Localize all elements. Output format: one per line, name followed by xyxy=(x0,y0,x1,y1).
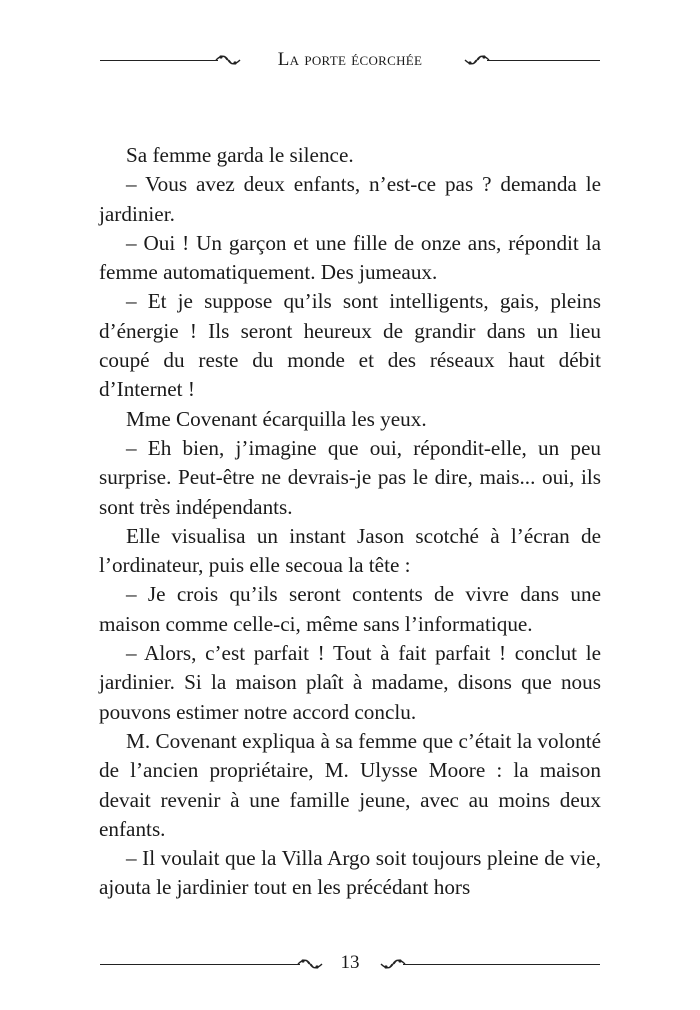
page-header xyxy=(0,40,700,80)
paragraph: Sa femme garda le silence. xyxy=(126,143,354,167)
header-rule-left xyxy=(100,60,218,61)
footer-rule-right xyxy=(403,964,600,965)
paragraph: Elle visualisa un instant Jason scotché à l’écran de l’ordinateur, puis elle secoua la tête : xyxy=(99,523,601,578)
page-number: 13 xyxy=(340,952,360,973)
footer-rule-left xyxy=(100,964,300,965)
body-text xyxy=(99,141,601,903)
paragraph: – Oui ! Un garçon et une fille de onze ans, répondit la femme automatiquement. Des jumeaux. xyxy=(99,230,601,285)
running-title: La porte écorchée xyxy=(277,49,423,70)
paragraph: Mme Covenant écarquilla les yeux. xyxy=(126,406,427,431)
paragraph: – Et je suppose qu’ils sont intelligents, gais, pleins d’énergie ! Ils seront heureux de grandir dans un lieu coupé du reste du monde et des réseaux haut débit d’Internet ! xyxy=(99,289,601,402)
paragraph: – Je crois qu’ils seront contents de vivre dans une maison comme celle-ci, même sans l’informatique. xyxy=(99,582,601,636)
paragraph: – Il voulait que la Villa Argo soit toujours pleine de vie, ajouta le jardinier tout en les précédant hors xyxy=(99,846,601,900)
header-rule-right xyxy=(487,60,600,61)
paragraph: – Eh bien, j’imagine que oui, répondit-elle, un peu surprise. Peut-être ne devrais-je pas le dire, mais... oui, ils sont très indépendants. xyxy=(99,435,601,519)
flourish-ornament-icon xyxy=(214,52,242,68)
flourish-ornament-icon xyxy=(296,956,324,972)
paragraph: – Alors, c’est parfait ! Tout à fait parfait ! conclut le jardinier. Si la maison plaît à madame, disons que nous pouvons estimer notre accord conclu. xyxy=(99,641,601,724)
paragraph: M. Covenant expliqua à sa femme que c’était la volonté de l’ancien propriétaire, M. Ulysse Moore : la maison devait revenir à une famille jeune, avec au moins deux enfants. xyxy=(99,728,601,841)
page-footer xyxy=(0,950,700,980)
paragraph: – Vous avez deux enfants, n’est-ce pas ? demanda le jardinier. xyxy=(99,172,601,226)
